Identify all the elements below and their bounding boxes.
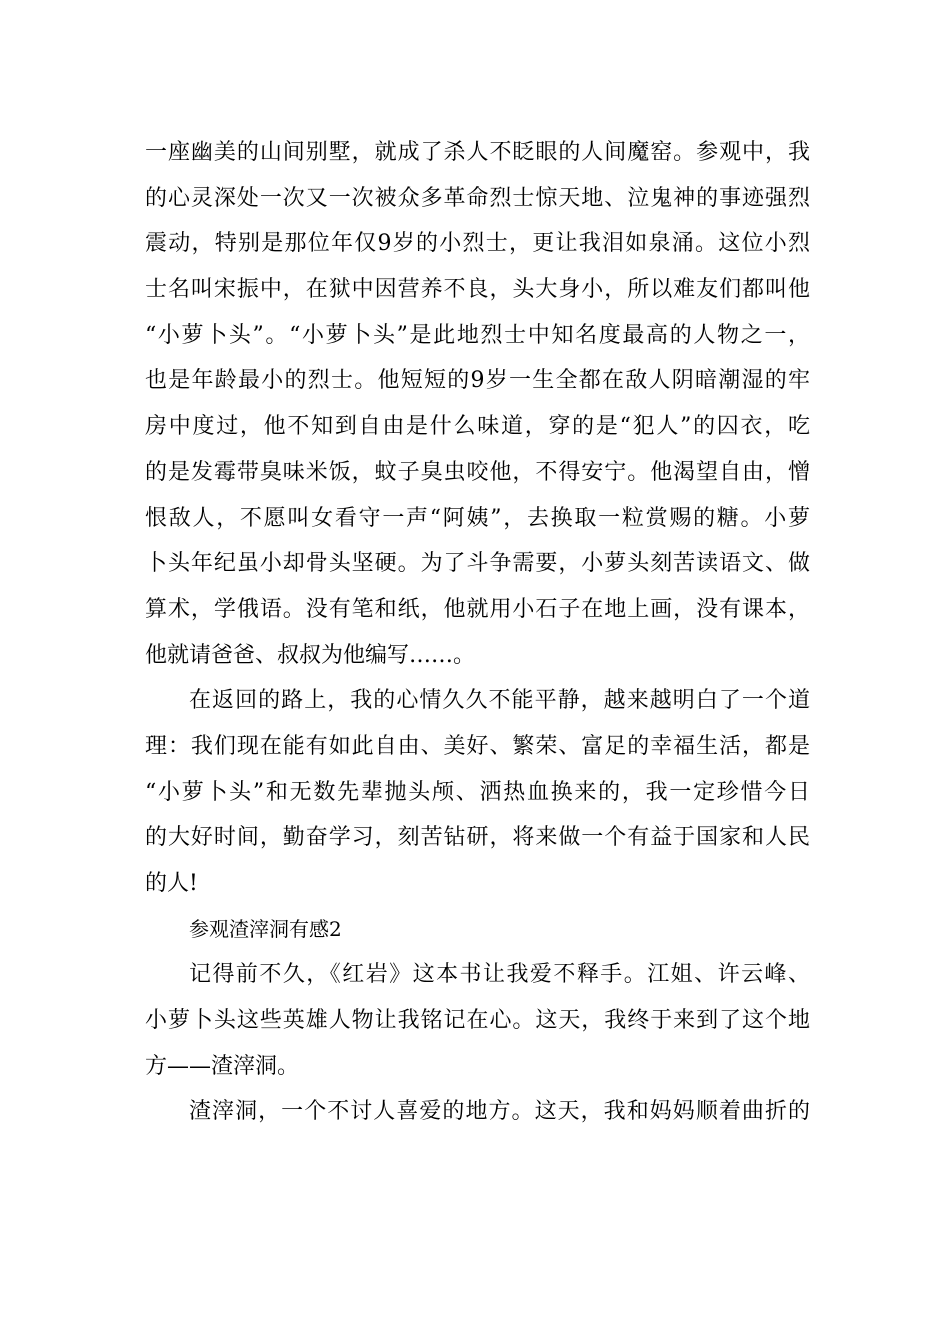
text-line: 卜头年纪虽小却骨头坚硬。为了斗争需要，小萝头刻苦读语文、做 [145,551,810,577]
text-line: 的人! [145,871,198,896]
text-line: 也是年龄最小的烈士。他短短的9岁一生全都在敌人阴暗潮湿的牢 [145,368,810,394]
text-line: 方——渣滓洞。 [145,1053,300,1079]
text-line: 一座幽美的山间别墅，就成了杀人不眨眼的人间魔窑。参观中，我 [145,140,810,165]
text-line: 房中度过，他不知到自由是什么味道，穿的是“犯人”的囚衣，吃 [145,414,810,440]
text-line: 算术，学俄语。没有笔和纸，他就用小石子在地上画，没有课本， [145,596,810,622]
text-line: 的大好时间，勤奋学习，刻苦钻研，将来做一个有益于国家和人民 [145,825,810,851]
paragraph-first-line: 渣滓洞，一个不讨人喜爱的地方。这天，我和妈妈顺着曲折的 [189,1099,810,1125]
text-line: 的是发霉带臭味米饭，蚊子臭虫咬他，不得安宁。他渴望自由，憎 [145,459,810,485]
text-line: 他就请爸爸、叔叔为他编写……。 [145,642,476,668]
text-line: “小萝卜头”。“小萝卜头”是此地烈士中知名度最高的人物之一， [145,322,810,348]
text-line: “小萝卜头”和无数先辈抛头颅、洒热血换来的，我一定珍惜今日 [145,779,810,805]
text-line: 士名叫宋振中，在狱中因营养不良，头大身小，所以难友们都叫他 [145,277,810,303]
document-body [145,130,810,1135]
section-heading: 参观渣滓洞有感2 [189,916,342,941]
paragraph-first-line: 在返回的路上，我的心情久久不能平静，越来越明白了一个道 [189,688,810,714]
text-line: 震动，特别是那位年仅9岁的小烈士，更让我泪如泉涌。这位小烈 [145,231,810,257]
paragraph-first-line: 记得前不久，《红岩》这本书让我爱不释手。江姐、许云峰、 [189,962,810,988]
text-line: 的心灵深处一次又一次被众多革命烈士惊天地、泣鬼神的事迹强烈 [145,185,810,211]
text-line: 理：我们现在能有如此自由、美好、繁荣、富足的幸福生活，都是 [145,733,810,759]
text-line: 小萝卜头这些英雄人物让我铭记在心。这天，我终于来到了这个地 [145,1008,810,1034]
text-line: 恨敌人，不愿叫女看守一声“阿姨”，去换取一粒赏赐的糖。小萝 [145,505,810,531]
